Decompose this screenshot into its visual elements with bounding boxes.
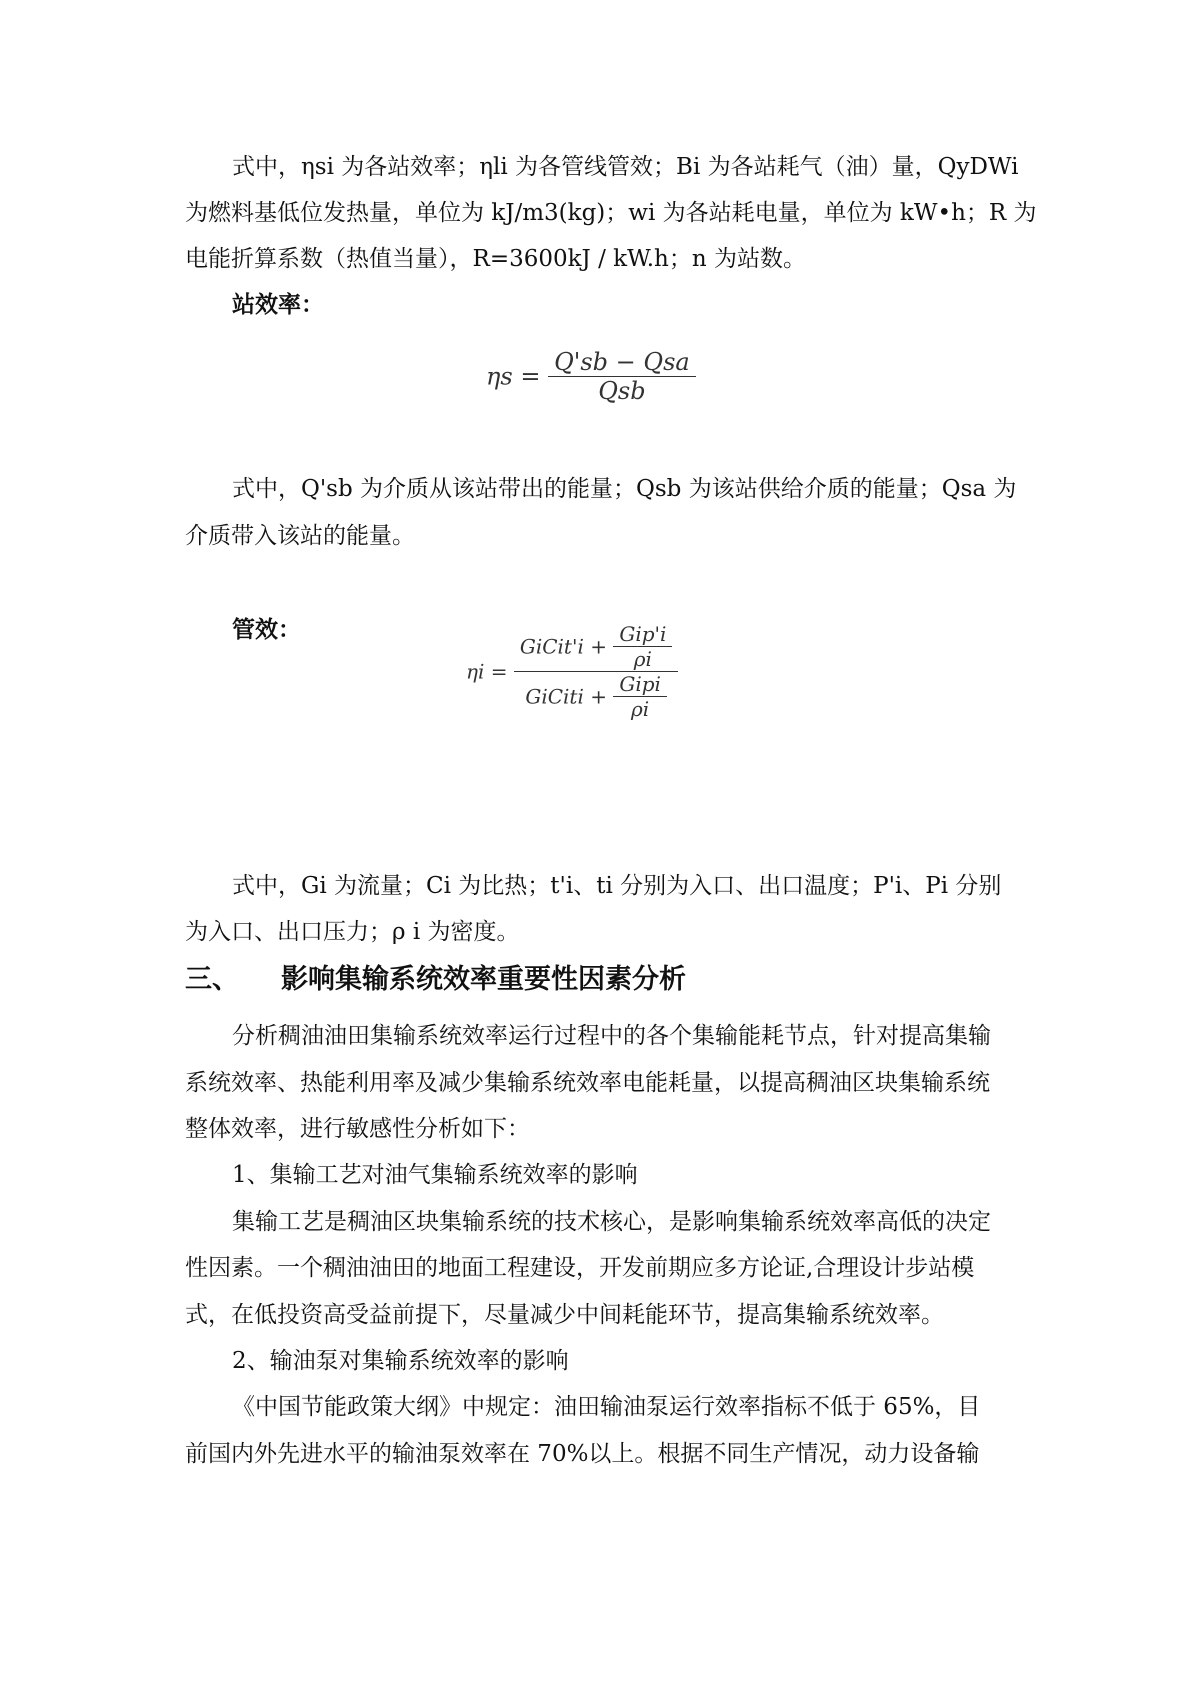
station-efficiency-formula <box>486 348 696 405</box>
station-efficiency-label: 站效率： <box>232 291 324 318</box>
formula-2-bottom-frac-den: ρi <box>631 697 650 721</box>
subheading-1: 1、集输工艺对油气集输系统效率的影响 <box>232 1162 638 1188</box>
paragraph-3-line-2: 为入口、出口压力；ρ i 为密度。 <box>185 919 520 945</box>
section-3-heading <box>185 963 686 997</box>
formula-2-bottom-fraction <box>613 672 667 721</box>
formula-2-denominator <box>519 672 673 721</box>
paragraph-6-line-1: 《中国节能政策大纲》中规定：油田输油泵运行效率指标不低于 65%，目 <box>232 1394 981 1420</box>
formula-2-main-fraction <box>514 622 679 721</box>
formula-1-denominator: Qsb <box>598 377 646 405</box>
formula-1-lhs: ηs = <box>486 362 541 391</box>
formula-2-lhs: ηi = <box>466 659 508 684</box>
formula-2-top-frac-num: Gip'i <box>619 622 667 646</box>
formula-2-bottom-left: GiCiti + <box>525 684 607 709</box>
paragraph-2-line-1: 式中，Q'sb 为介质从该站带出的能量；Qsb 为该站供给介质的能量；Qsa 为 <box>232 476 1017 502</box>
formula-2-bottom-frac-num: Gipi <box>619 672 661 696</box>
paragraph-1-line-2: 为燃料基低位发热量，单位为 kJ/m3(kg)；wi 为各站耗电量，单位为 kW•h；R 为 <box>185 200 1037 226</box>
paragraph-4-line-3: 整体效率，进行敏感性分析如下： <box>185 1116 530 1142</box>
pipe-efficiency-label: 管效： <box>232 616 301 643</box>
formula-1-fraction <box>548 348 696 405</box>
subheading-2: 2、输油泵对集输系统效率的影响 <box>232 1348 569 1374</box>
paragraph-5-line-1: 集输工艺是稠油区块集输系统的技术核心，是影响集输系统效率高低的决定 <box>232 1209 991 1235</box>
formula-2-top-fraction <box>613 622 672 671</box>
paragraph-5-line-2: 性因素。一个稠油油田的地面工程建设，开发前期应多方论证,合理设计步站模 <box>185 1255 975 1281</box>
paragraph-4-line-2: 系统效率、热能利用率及减少集输系统效率电能耗量，以提高稠油区块集输系统 <box>185 1070 990 1096</box>
pipe-efficiency-formula <box>466 622 678 721</box>
formula-1-numerator: Q'sb − Qsa <box>554 348 690 376</box>
formula-2-numerator <box>514 622 679 671</box>
paragraph-1-line-3: 电能折算系数（热值当量），R=3600kJ / kW.h；n 为站数。 <box>185 246 806 272</box>
section-3-number: 三、 <box>185 964 239 995</box>
paragraph-5-line-3: 式，在低投资高受益前提下，尽量减少中间耗能环节，提高集输系统效率。 <box>185 1302 944 1328</box>
paragraph-1-line-1: 式中，ηsi 为各站效率；ηli 为各管线管效；Bi 为各站耗气（油）量，QyDWi <box>232 154 1019 180</box>
formula-2-top-left: GiCit'i + <box>519 634 607 659</box>
paragraph-6-line-2: 前国内外先进水平的输油泵效率在 70%以上。根据不同生产情况，动力设备输 <box>185 1441 980 1467</box>
section-3-title: 影响集输系统效率重要性因素分析 <box>281 964 686 995</box>
paragraph-2-line-2: 介质带入该站的能量。 <box>185 523 415 549</box>
paragraph-3-line-1: 式中，Gi 为流量；Ci 为比热；t'i、ti 分别为入口、出口温度；P'i、Pi 分别 <box>232 873 1002 899</box>
paragraph-4-line-1: 分析稠油油田集输系统效率运行过程中的各个集输能耗节点，针对提高集输 <box>232 1023 991 1049</box>
formula-2-top-frac-den: ρi <box>633 647 652 671</box>
